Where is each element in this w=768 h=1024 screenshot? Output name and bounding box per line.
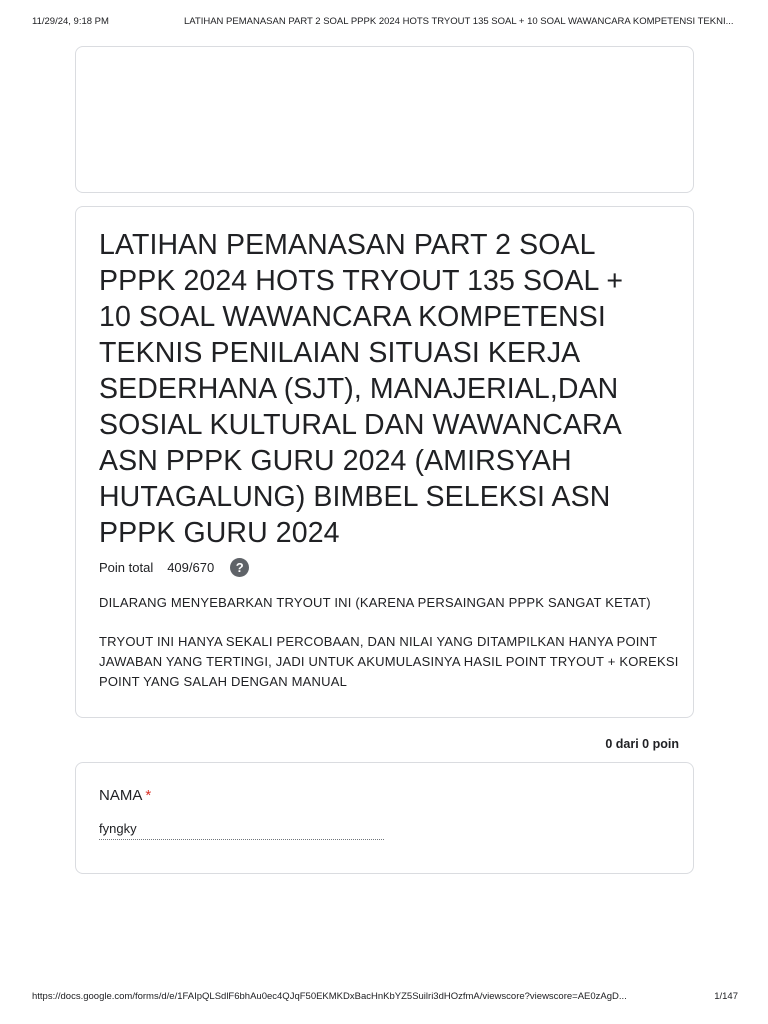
print-url: https://docs.google.com/forms/d/e/1FAIpQLSdlF6bhAu0ec4QJqF50EKMKDxBacHnKbYZ5Suilri3dHOzfmA/viewscore?viewscore=AE0zAgD... (32, 991, 627, 1002)
form-notice-distribution: DILARANG MENYEBARKAN TRYOUT INI (KARENA PERSAINGAN PPPK SANGAT KETAT) (99, 595, 651, 610)
print-date: 11/29/24, 9:18 PM (32, 16, 109, 27)
form-notice-attempt: TRYOUT INI HANYA SEKALI PERCOBAAN, DAN NILAI YANG DITAMPILKAN HANYA POINT JAWABAN YANG TERTINGI, JADI UNTUK AKUMULASINYA HASIL POINT TRYOUT + KOREKSI POINT YANG SALAH DENGAN MANUAL (99, 634, 679, 689)
form-header-card (75, 206, 694, 718)
total-score-row (99, 556, 249, 578)
score-label: Poin total (99, 559, 154, 575)
form-banner-card (75, 46, 694, 193)
question-points: 0 dari 0 poin (605, 737, 679, 751)
help-icon[interactable]: ? (230, 558, 249, 577)
answer-field: fyngky (99, 821, 384, 840)
question-title (99, 787, 151, 804)
print-page-number: 1/147 (714, 991, 738, 1002)
print-header (32, 16, 738, 30)
question-title-text: NAMA (99, 787, 143, 804)
score-value: 409/670 (167, 559, 215, 575)
print-footer (32, 991, 738, 1005)
required-marker: * (145, 787, 152, 804)
print-doc-title: LATIHAN PEMANASAN PART 2 SOAL PPPK 2024 HOTS TRYOUT 135 SOAL + 10 SOAL WAWANCARA KOMPETENSI TEKNI... (184, 16, 734, 27)
question-card-nama (75, 762, 694, 874)
form-title: LATIHAN PEMANASAN PART 2 SOAL PPPK 2024 HOTS TRYOUT 135 SOAL + 10 SOAL WAWANCARA KOMPETENSI TEKNIS PENILAIAN SITUASI KERJA SEDERHANA (SJT), MANAJERIAL,DAN SOSIAL KULTURAL DAN WAWANCARA ASN PPPK GURU 2024 (AMIRSYAH HUTAGALUNG) BIMBEL SELEKSI ASN PPPK GURU 2024 (99, 229, 624, 549)
